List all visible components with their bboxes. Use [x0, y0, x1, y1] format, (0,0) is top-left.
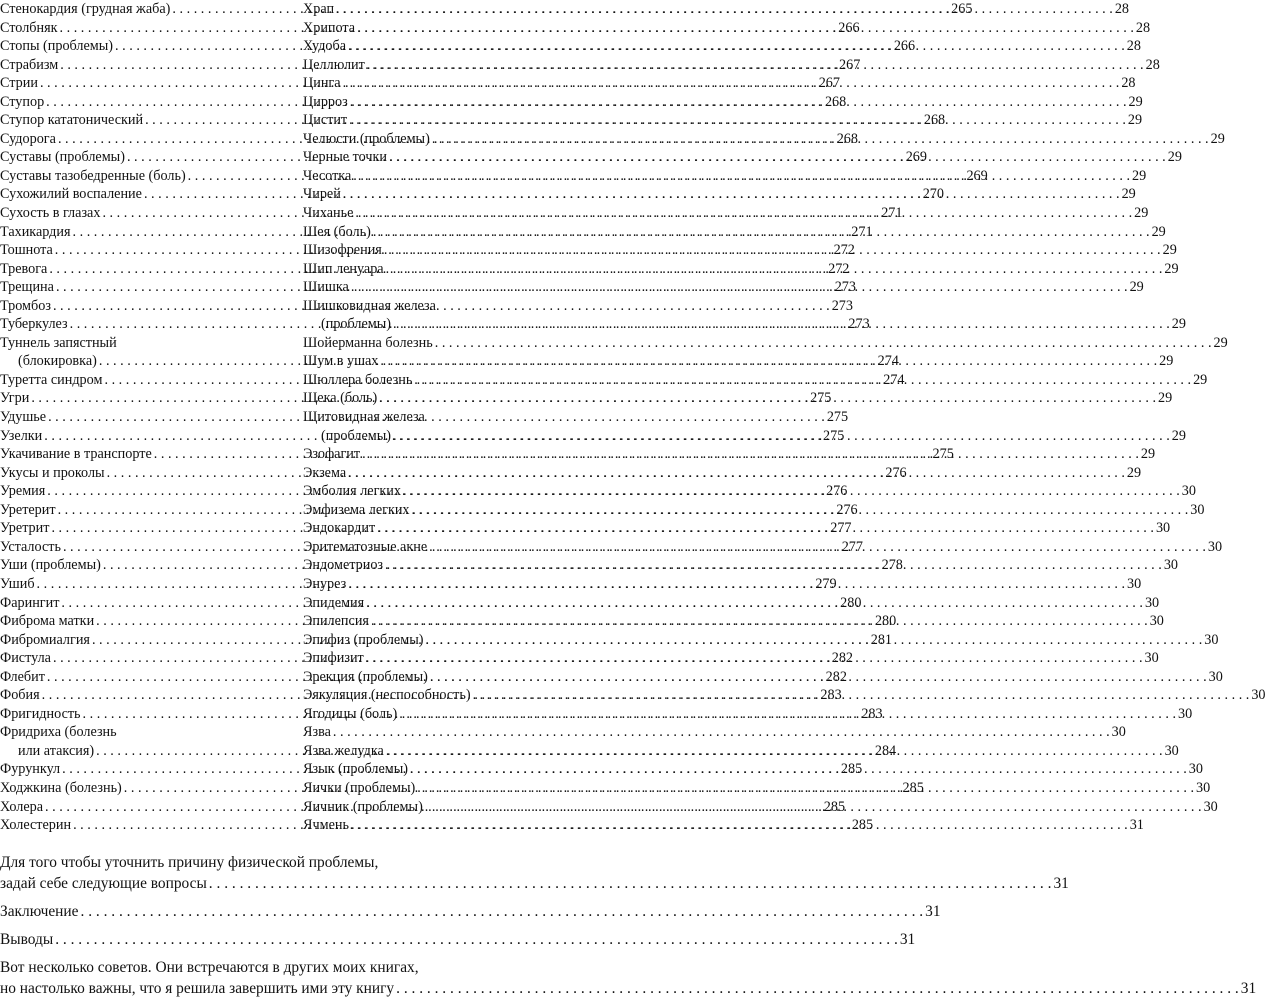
entry-label: Фибромиалгия [0, 631, 90, 648]
toc-bottom-entry [0, 852, 1069, 894]
entry-label: Шойерманна болезнь [303, 334, 433, 351]
page-number: 29 [1132, 167, 1147, 184]
page-number: 29 [1127, 112, 1143, 129]
dot-leader [366, 594, 1143, 613]
dot-leader [380, 352, 1157, 371]
entry-label: Ячмень [303, 817, 349, 834]
entry-label: Эпидемия [303, 594, 365, 611]
page-number: 267 [839, 56, 861, 73]
page-number: 29 [1140, 446, 1156, 463]
entry-label: Целлюлит [303, 56, 365, 73]
page-number: 265 [951, 1, 973, 17]
page-number: 280 [840, 594, 862, 611]
dot-leader [81, 901, 924, 922]
dot-leader [412, 501, 1189, 520]
page-number: 276 [885, 464, 907, 481]
page-number: 266 [838, 19, 860, 36]
entry-label: Фистула [0, 650, 51, 667]
dot-leader [333, 723, 1110, 742]
page-number: 282 [831, 650, 854, 667]
page-number: 283 [861, 705, 883, 722]
dot-leader [367, 56, 1144, 75]
entry-label: Храп [303, 1, 335, 17]
dot-leader [429, 538, 1206, 557]
dot-leader [399, 705, 1176, 724]
entry-label: Эмболия легких [303, 483, 401, 500]
entry-label: Шюллера болезнь [303, 371, 413, 388]
entry-label: Цирроз [303, 93, 348, 110]
entry-label: Сухость в глазах [0, 205, 101, 222]
entry-label: Шип ленуара [303, 260, 384, 277]
entry-label: Фарингит [0, 594, 60, 611]
dot-leader [379, 389, 1156, 408]
page-number: 30 [1144, 650, 1159, 667]
dot-leader [348, 37, 1125, 56]
page-number: 275 [932, 446, 954, 463]
entry-label: Фурункул [0, 761, 61, 778]
entry-label: Эндокардит [303, 520, 376, 537]
entry-label: Фиброма матки [0, 613, 95, 630]
dot-leader [377, 519, 1154, 538]
dot-leader [417, 779, 1194, 798]
entry-label: Туретта синдром [0, 371, 103, 388]
entry-label: Для того чтобы уточнить причину физической проблемы, [0, 854, 379, 871]
dot-leader [389, 148, 1166, 167]
entry-label: Ушиб [0, 575, 35, 592]
dot-leader [371, 612, 1148, 631]
page-number: 30 [1204, 631, 1219, 648]
entry-label: Тромбоз [0, 297, 51, 314]
page-number: 31 [1053, 875, 1069, 892]
entry-label: Эпифизит [303, 650, 364, 667]
page-number: 29 [1121, 186, 1136, 203]
toc-bottom-section [0, 852, 1257, 999]
entry-label: Черные точки [303, 149, 387, 166]
page-number: 30 [1127, 575, 1142, 592]
dot-leader [425, 798, 1202, 817]
entry-label: Столбняк [0, 19, 58, 36]
page-number: 277 [841, 538, 863, 555]
page-number: 272 [833, 242, 855, 259]
page-number: 28 [1145, 56, 1160, 73]
page-number: 29 [1213, 334, 1228, 351]
page-number: 274 [883, 371, 905, 388]
page-number: 29 [1193, 371, 1208, 388]
entry-label: Щека (боль) [303, 390, 378, 407]
page-number: 30 [1155, 520, 1171, 537]
dot-leader [435, 334, 1212, 353]
dot-leader [349, 111, 1126, 130]
entry-label: Фридриха (болезнь [0, 724, 117, 741]
entry-label: Эрекция (проблемы) [303, 668, 428, 685]
dot-leader [414, 371, 1191, 390]
page-number: 29 [1171, 316, 1186, 333]
page-number: 273 [834, 279, 856, 296]
page-number: 278 [881, 557, 903, 574]
entry-label: или атаксия) [18, 742, 95, 759]
dot-leader [348, 464, 1125, 483]
page-number: 268 [923, 112, 946, 129]
entry-label: Эзофагит [303, 446, 361, 463]
page-number: 273 [831, 297, 853, 314]
page-number: 285 [823, 798, 846, 815]
entry-label: Ступор [0, 93, 45, 110]
entry-label: Суставы тазобедренные (боль) [0, 167, 186, 184]
entry-label: Холестерин [0, 817, 72, 834]
toc-entry [303, 334, 1228, 353]
page-number: 29 [1158, 390, 1173, 407]
dot-leader [209, 873, 1052, 894]
dot-leader [336, 0, 1113, 19]
entry-label: Уремия [0, 483, 46, 500]
page-number: 29 [1151, 223, 1166, 240]
entry-label: Хрипота [303, 19, 356, 36]
page-number: 28 [1135, 19, 1151, 36]
entry-label: (проблемы) [321, 427, 391, 444]
entry-label: Стенокардия (грудная жаба) [0, 1, 171, 17]
entry-label: Ступор кататонический [0, 112, 144, 129]
entry-label: Щитовидная железа [303, 409, 425, 426]
entry-label: Эмфизема легких [303, 501, 410, 518]
page-number: 275 [810, 390, 832, 407]
entry-label: Вот несколько советов. Они встречаются в других моих книгах, [0, 959, 419, 976]
entry-label: Флебит [0, 668, 45, 685]
entry-label: Шизофрения [303, 242, 382, 259]
page-number: 271 [881, 205, 903, 222]
entry-label: Уретерит [0, 501, 56, 518]
entry-label: Сухожилий воспаление [0, 186, 142, 203]
page-number: 30 [1164, 742, 1179, 759]
page-number: 30 [1144, 594, 1160, 611]
page-number: 270 [922, 186, 944, 203]
page-number: 29 [1159, 353, 1174, 370]
dot-leader [55, 929, 898, 950]
entry-label: (блокировка) [18, 353, 97, 370]
page-number: 283 [820, 687, 842, 704]
dot-leader [350, 93, 1127, 112]
page-number: 28 [1126, 38, 1141, 55]
entry-label: Чесотка [303, 167, 352, 184]
page-number: 285 [840, 761, 863, 778]
entry-label: Усталость [0, 538, 61, 555]
entry-label: Фобия [0, 687, 40, 704]
entry-label: Язык (проблемы) [303, 761, 409, 778]
page-number: 29 [1126, 464, 1142, 481]
entry-label: Заключение [0, 903, 79, 920]
page-number: 29 [1210, 130, 1225, 147]
page-number: 31 [899, 931, 916, 948]
page-number: 30 [1251, 687, 1266, 704]
entry-label: Тревога [0, 260, 48, 277]
entry-label: Уши (проблемы) [0, 557, 101, 574]
entry-label: Туннель запястный [0, 334, 117, 351]
entry-label: Шум в ушах [303, 353, 379, 370]
entry-label: Тошнота [0, 242, 53, 259]
page-number: 280 [874, 613, 897, 630]
page-number: 28 [1121, 75, 1136, 92]
dot-leader [384, 241, 1161, 260]
dot-leader [343, 74, 1120, 93]
page-number: 268 [836, 130, 858, 147]
entry-label: Страбизм [0, 56, 59, 73]
entry-label: Шея (боль) [303, 223, 371, 240]
page-number: 277 [830, 520, 852, 537]
entry-label: Эпифиз (проблемы) [303, 631, 424, 648]
dot-leader [353, 167, 1130, 186]
dot-leader [348, 575, 1125, 594]
entry-label: Ходжкина (болезнь) [0, 779, 122, 796]
page-number: 29 [1162, 242, 1177, 259]
entry-label: задай себе следующие вопросы [0, 875, 207, 892]
entry-label: Укачивание в транспорте [0, 446, 152, 463]
toc-entry [303, 723, 1126, 742]
entry-label: Укусы и проколы [0, 464, 105, 481]
entry-label: Эпилепсия [303, 613, 369, 630]
dot-leader [362, 445, 1139, 464]
page-number: 29 [1134, 205, 1149, 222]
page-number: 30 [1163, 557, 1178, 574]
entry-label: Эндометриоз [303, 557, 384, 574]
dot-leader [473, 686, 1250, 705]
dot-leader [357, 19, 1134, 38]
dot-leader [386, 742, 1163, 761]
entry-label: Эякуляция (неспособность) [303, 687, 471, 704]
toc-bottom-entry [0, 901, 941, 922]
dot-leader [366, 649, 1143, 668]
entry-label: Уретрит [0, 520, 50, 537]
page-number: 29 [1128, 93, 1143, 110]
page-number: 29 [1129, 279, 1144, 296]
entry-label: Туберкулез [0, 316, 68, 333]
page-number: 29 [1164, 260, 1179, 277]
page-number: 266 [893, 38, 916, 55]
dot-leader [343, 185, 1120, 204]
page-number: 268 [824, 93, 847, 110]
entry-label: Трещина [0, 279, 54, 296]
entry-label: Угри [0, 390, 30, 407]
entry-label: но настолько важны, что я решила завершить ими эту книгу [0, 980, 395, 997]
page-number: 30 [1190, 501, 1205, 518]
page-number: 274 [877, 353, 899, 370]
entry-label: Яички (проблемы) [303, 779, 416, 796]
page-number: 275 [826, 409, 849, 426]
dot-leader [410, 760, 1187, 779]
dot-leader [373, 223, 1150, 242]
page-number: 29 [1167, 149, 1182, 166]
page-number: 281 [870, 631, 892, 648]
entry-label: Выводы [0, 931, 54, 948]
entry-label: Худоба [303, 38, 347, 55]
entry-label: Шишковидная железа [303, 297, 436, 314]
entry-label: Язва [303, 724, 331, 741]
page-number: 276 [826, 483, 848, 500]
dot-leader [393, 315, 1170, 334]
entry-label: Фригидность [0, 705, 81, 722]
page-number: 28 [1114, 1, 1129, 17]
page-number: 29 [1171, 427, 1186, 444]
entry-label: Цистит [303, 112, 348, 129]
entry-label: Суставы (проблемы) [0, 149, 125, 166]
page-number: 30 [1203, 798, 1218, 815]
dot-leader [386, 260, 1163, 279]
entry-label: Тахикардия [0, 223, 71, 240]
entry-label: Судорога [0, 130, 56, 147]
page-number: 275 [823, 427, 845, 444]
page-number: 267 [818, 75, 840, 92]
dot-leader [403, 482, 1180, 501]
toc-bottom-entry [0, 957, 1257, 999]
page-number: 285 [851, 817, 874, 834]
entry-label: Цинга [303, 75, 341, 92]
entry-label: Чирей [303, 186, 341, 203]
entry-label: Узелки [0, 427, 43, 444]
page-number: 30 [1111, 724, 1126, 741]
toc-bottom-entry [0, 929, 916, 950]
entry-label: Ягодицы (боль) [303, 705, 398, 722]
page-number: 31 [1240, 980, 1257, 997]
page-number: 282 [825, 668, 847, 685]
dot-leader [351, 816, 1128, 835]
dot-leader [430, 668, 1207, 687]
entry-label: Чиханье [303, 205, 354, 222]
dot-leader [351, 278, 1128, 297]
entry-label: (проблемы) [321, 316, 391, 333]
entry-label: Стопы (проблемы) [0, 38, 114, 55]
page-number: 279 [815, 575, 837, 592]
dot-leader [385, 556, 1162, 575]
entry-label: Яичник (проблемы) [303, 798, 423, 815]
page-number: 284 [874, 742, 897, 759]
page-number: 30 [1181, 483, 1196, 500]
page-number: 273 [848, 316, 870, 333]
page-number: 269 [966, 167, 988, 184]
page-number: 31 [1129, 817, 1144, 834]
entry-label: Шишка [303, 279, 349, 296]
entry-label: Челюсти (проблемы) [303, 130, 430, 147]
page-number: 276 [836, 501, 858, 518]
entry-label: Удушье [0, 409, 47, 426]
dot-leader [355, 204, 1132, 223]
dot-leader [393, 427, 1170, 446]
page-number: 272 [828, 260, 850, 277]
page-number: 271 [851, 223, 873, 240]
page-number: 31 [925, 903, 941, 920]
page-number: 30 [1178, 705, 1193, 722]
entry-label: Язва желудка [303, 742, 384, 759]
dot-leader [396, 978, 1239, 999]
page-number: 30 [1208, 668, 1223, 685]
entry-label: Холера [0, 798, 44, 815]
entry-label: Экзема [303, 464, 347, 481]
dot-leader [432, 130, 1209, 149]
entry-label: Эритематозные акне [303, 538, 428, 555]
dot-leader [425, 631, 1202, 650]
entry-label: Стрии [0, 75, 38, 92]
page-number: 30 [1149, 613, 1164, 630]
page-number: 30 [1188, 761, 1203, 778]
page-number: 269 [905, 149, 927, 166]
page-number: 30 [1207, 538, 1223, 555]
entry-label: Энурез [303, 575, 347, 592]
page-number: 30 [1195, 779, 1211, 796]
page-number: 285 [902, 779, 924, 796]
